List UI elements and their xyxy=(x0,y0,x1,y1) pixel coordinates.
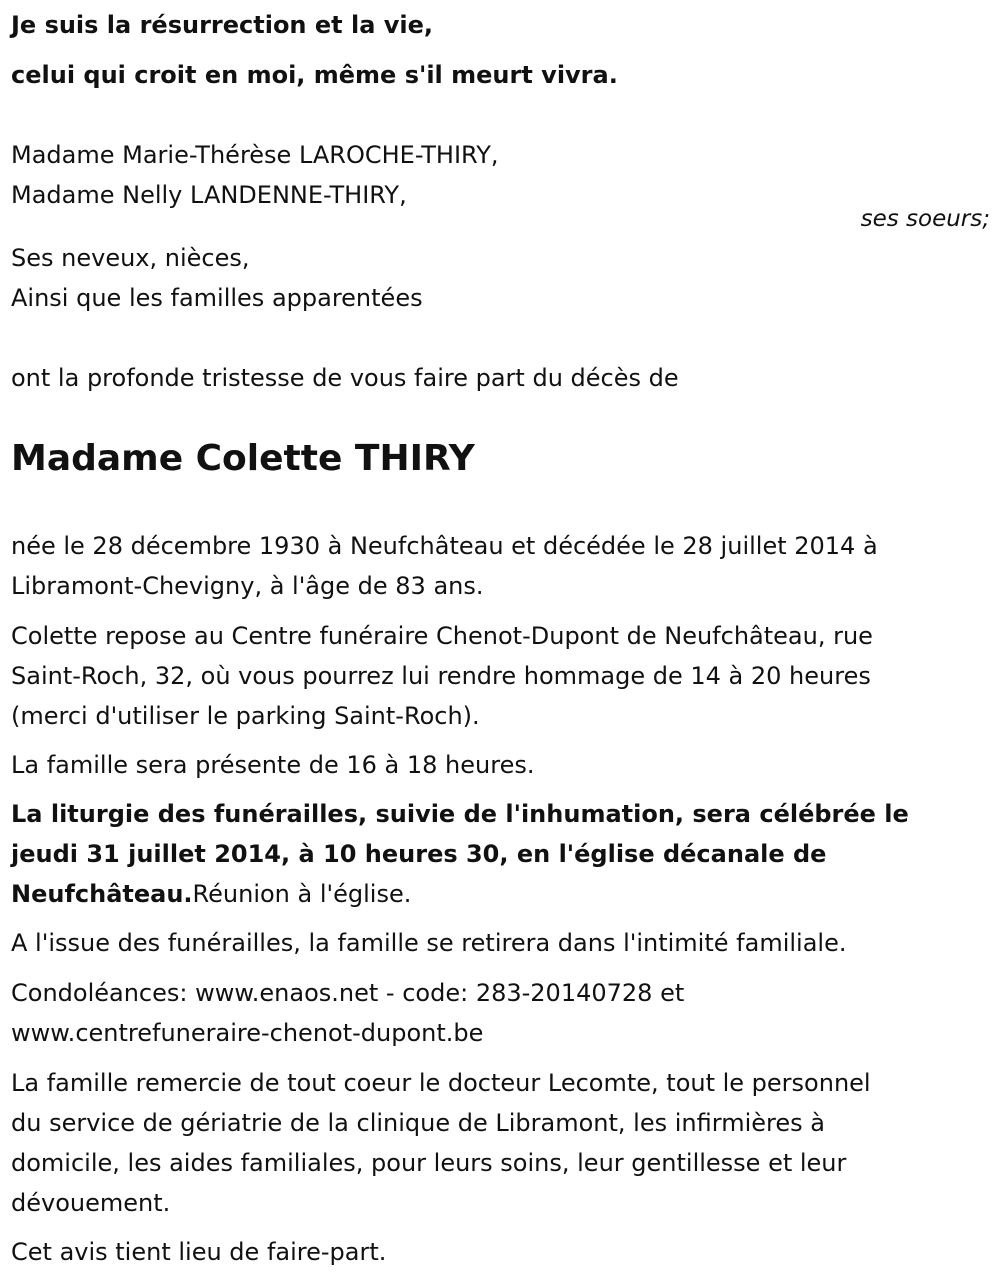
verse-line-1: Je suis la résurrection et la vie, xyxy=(11,11,434,39)
closing-note: Cet avis tient lieu de faire-part. xyxy=(11,1238,387,1266)
gathering-note: Réunion à l'église. xyxy=(192,880,412,908)
after-funeral: A l'issue des funérailles, la famille se retirera dans l'intimité familiale. xyxy=(11,929,847,957)
liturgy-line-2: jeudi 31 juillet 2014, à 10 heures 30, en l'église décanale de xyxy=(11,840,827,868)
sister-name-2: Madame Nelly LANDENNE-THIRY, xyxy=(11,181,407,209)
liturgy-line-3 xyxy=(11,874,411,914)
thanks-line-3: domicile, les aides familiales, pour leurs soins, leur gentillesse et leur xyxy=(11,1149,847,1177)
family-presence: La famille sera présente de 16 à 18 heures. xyxy=(11,751,535,779)
viewing-line-1: Colette repose au Centre funéraire Chenot-Dupont de Neufchâteau, rue xyxy=(11,622,873,650)
thanks-line-1: La famille remercie de tout coeur le docteur Lecomte, tout le personnel xyxy=(11,1069,871,1097)
condolences-line-2: www.centrefuneraire-chenot-dupont.be xyxy=(11,1019,484,1047)
relatives-line-2: Ainsi que les familles apparentées xyxy=(11,284,423,312)
thanks-line-2: du service de gériatrie de la clinique de Libramont, les infirmières à xyxy=(11,1109,825,1137)
birth-death-line-2: Libramont-Chevigny, à l'âge de 83 ans. xyxy=(11,572,484,600)
verse-line-2: celui qui croit en moi, même s'il meurt vivra. xyxy=(11,61,618,89)
liturgy-line-1: La liturgie des funérailles, suivie de l'inhumation, sera célébrée le xyxy=(11,800,909,828)
deceased-name: Madame Colette THIRY xyxy=(11,438,475,479)
viewing-line-2: Saint-Roch, 32, où vous pourrez lui rendre hommage de 14 à 20 heures xyxy=(11,662,871,690)
birth-death-line-1: née le 28 décembre 1930 à Neufchâteau et décédée le 28 juillet 2014 à xyxy=(11,532,878,560)
viewing-line-3: (merci d'utiliser le parking Saint-Roch). xyxy=(11,702,480,730)
liturgy-location: Neufchâteau. xyxy=(11,880,193,908)
condolences-line-1: Condoléances: www.enaos.net - code: 283-20140728 et xyxy=(11,979,685,1007)
thanks-line-4: dévouement. xyxy=(11,1189,171,1217)
sisters-role: ses soeurs; xyxy=(860,206,990,232)
sister-name-1: Madame Marie-Thérèse LAROCHE-THIRY, xyxy=(11,141,499,169)
announcement: ont la profonde tristesse de vous faire part du décès de xyxy=(11,364,679,392)
relatives-line-1: Ses neveux, nièces, xyxy=(11,244,250,272)
